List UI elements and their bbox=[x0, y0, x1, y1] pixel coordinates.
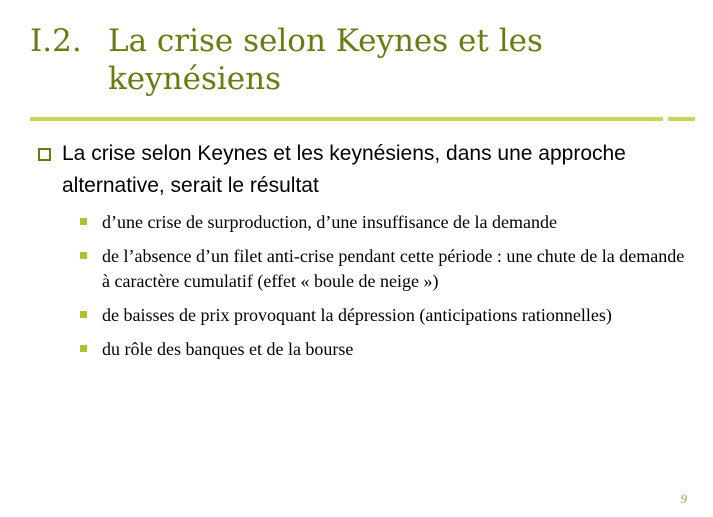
slide-content bbox=[38, 138, 688, 371]
main-bullet-item bbox=[38, 138, 688, 202]
sub-bullet-text: du rôle des banques et de la bourse bbox=[102, 339, 354, 359]
hollow-square-bullet-icon bbox=[38, 148, 51, 161]
slide-title bbox=[30, 22, 700, 98]
square-bullet-icon bbox=[80, 218, 87, 225]
section-number: I.2. bbox=[30, 23, 82, 59]
title-line-1: La crise selon Keynes et les bbox=[108, 23, 543, 59]
title-line-2: keynésiens bbox=[108, 61, 281, 97]
sub-bullet-item bbox=[78, 210, 688, 235]
sub-bullet-item bbox=[78, 337, 688, 362]
sub-bullet-text: d’une crise de surproduction, d’une insuffisance de la demande bbox=[102, 212, 558, 232]
square-bullet-icon bbox=[80, 345, 87, 352]
sub-bullet-text: de l’absence d’un filet anti-crise pendant cette période : une chute de la demande à caractère cumulatif (effet « boule de neige ») bbox=[102, 246, 685, 291]
square-bullet-icon bbox=[80, 252, 87, 259]
square-bullet-icon bbox=[80, 311, 87, 318]
sub-bullet-list bbox=[38, 210, 688, 362]
sub-bullet-item bbox=[78, 244, 688, 294]
sub-bullet-item bbox=[78, 303, 688, 328]
sub-bullet-text: de baisses de prix provoquant la dépression (anticipations rationnelles) bbox=[102, 305, 612, 325]
title-divider bbox=[30, 117, 663, 121]
main-bullet-text: La crise selon Keynes et les keynésiens, dans une approche alternative, serait le résultat bbox=[62, 142, 626, 197]
title-divider-tail bbox=[668, 117, 695, 121]
page-number: 9 bbox=[680, 491, 687, 506]
